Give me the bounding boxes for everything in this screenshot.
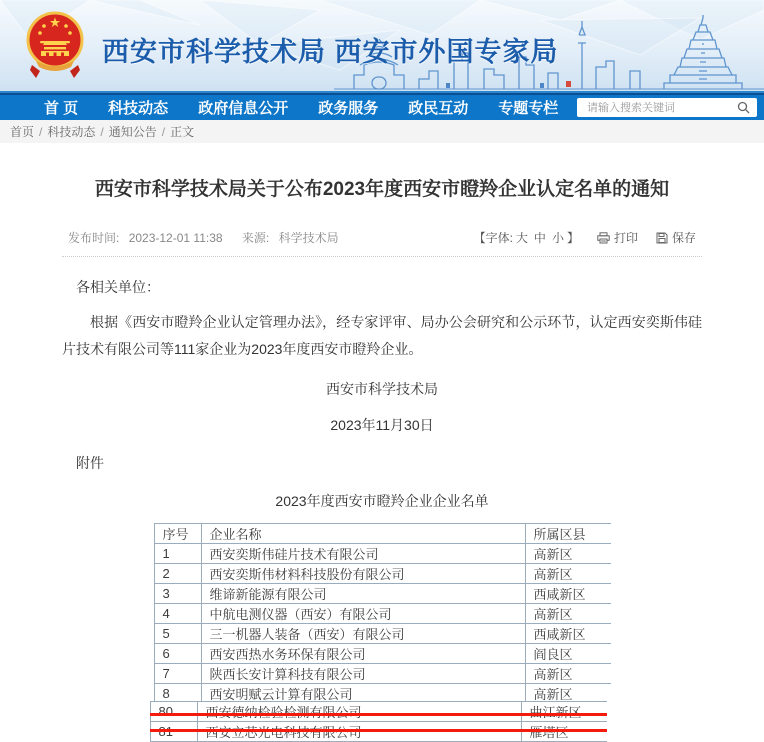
print-label: 打印 [614,229,638,246]
cell-district: 高新区 [525,544,611,564]
cell-district: 高新区 [525,564,611,584]
table-row [154,644,611,664]
article-title: 西安市科学技术局关于公布2023年度西安市瞪羚企业认定名单的通知 [62,177,702,202]
cell-company: 维谛新能源有限公司 [201,584,525,604]
font-large-button[interactable]: 大 [516,229,528,246]
main-nav [0,93,764,120]
cell-district: 高新区 [525,684,611,702]
cell-index: 8 [154,684,201,702]
company-table-upper [154,523,611,701]
table-title: 2023年度西安市瞪羚企业企业名单 [62,491,702,511]
printer-icon [597,232,610,244]
breadcrumb-tech-news[interactable]: 科技动态 [47,123,95,140]
floppy-icon [656,232,668,244]
table-row [154,564,611,584]
font-size-open: 【字体: [474,229,513,246]
save-label: 保存 [672,229,696,246]
article-meta-tools [474,229,696,246]
nav-item-gov-services[interactable]: 政务服务 [318,97,378,118]
article-body-paragraph: 根据《西安市瞪羚企业认定管理办法》，经专家评审、局办公会研究和公示环节，认定西安奕斯伟硅片技术有限公司等111家企业为2023年度西安市瞪羚企业。 [62,309,702,363]
cell-district: 高新区 [525,604,611,624]
cell-company: 西安立芯光电科技有限公司 [197,722,521,742]
cell-company: 西安西热水务环保有限公司 [201,644,525,664]
breadcrumb-home[interactable]: 首页 [10,123,34,140]
font-medium-button[interactable]: 中 [534,229,546,246]
source-label: 来源: [242,231,269,245]
cell-index: 2 [154,564,201,584]
cell-district: 西咸新区 [525,624,611,644]
nav-item-gov-info[interactable]: 政府信息公开 [198,97,288,118]
nav-item-special-topics[interactable]: 专题专栏 [498,97,558,118]
salutation: 各相关单位： [62,277,702,297]
cell-index: 4 [154,604,201,624]
article-meta-left [68,229,345,246]
table-row [154,544,611,564]
print-button[interactable] [597,229,638,246]
publish-time-label: 发布时间: [68,231,119,245]
nav-item-tech-news[interactable]: 科技动态 [108,97,168,118]
col-header-district: 所属区县 [525,524,611,544]
breadcrumb-separator: / [162,125,165,139]
font-small-button[interactable]: 小 [552,229,564,246]
source-value: 科学技术局 [279,231,339,245]
breadcrumb-separator: / [100,125,103,139]
cell-district: 阎良区 [525,644,611,664]
table-row-highlighted [150,722,607,742]
cell-index: 3 [154,584,201,604]
cell-index: 1 [154,544,201,564]
table-row [154,664,611,684]
breadcrumb-current: 正文 [170,123,194,140]
cell-index: 7 [154,664,201,684]
cell-index: 6 [154,644,201,664]
breadcrumb [0,120,764,143]
article-meta-row [62,229,702,257]
cell-index: 81 [150,722,197,742]
cell-company: 西安奕斯伟材料科技股份有限公司 [201,564,525,584]
breadcrumb-notices[interactable]: 通知公告 [109,123,157,140]
cell-company: 陕西长安计算科技有限公司 [201,664,525,684]
search-icon[interactable] [737,101,750,114]
publish-time-value: 2023-12-01 11:38 [129,231,223,245]
site-banner [0,0,764,93]
search-input[interactable] [577,102,737,114]
save-button[interactable] [656,229,696,246]
table-header-row [154,524,611,544]
nav-item-interaction[interactable]: 政民互动 [408,97,468,118]
cell-district: 高新区 [525,664,611,684]
table-row [154,604,611,624]
table-row [150,702,607,722]
nav-item-home[interactable]: 首 页 [44,97,78,118]
signature-date: 2023年11月30日 [62,415,702,435]
search-box[interactable] [577,98,757,117]
article-content [0,177,764,742]
col-header-index: 序号 [154,524,201,544]
cell-index: 80 [150,702,197,722]
signature: 西安市科学技术局 [62,379,702,399]
cell-district: 雁塔区 [521,722,607,742]
cell-company: 西安奕斯伟硅片技术有限公司 [201,544,525,564]
company-table-bottom [150,701,607,742]
font-size-close: 】 [567,229,579,246]
table-row [154,684,611,702]
site-title: 西安市科学技术局 西安市外国专家局 [102,30,559,69]
cell-company: 西安明赋云计算有限公司 [201,684,525,702]
table-row [154,584,611,604]
cell-district: 西咸新区 [525,584,611,604]
table-row [154,624,611,644]
cell-district: 曲江新区 [521,702,607,722]
cell-company: 西安德纳检验检测有限公司 [197,702,521,722]
cell-company: 中航电测仪器（西安）有限公司 [201,604,525,624]
attachment-label: 附件 [62,453,702,473]
breadcrumb-separator: / [39,125,42,139]
national-emblem-icon [22,9,88,79]
cell-company: 三一机器人装备（西安）有限公司 [201,624,525,644]
cell-index: 5 [154,624,201,644]
col-header-company: 企业名称 [201,524,525,544]
